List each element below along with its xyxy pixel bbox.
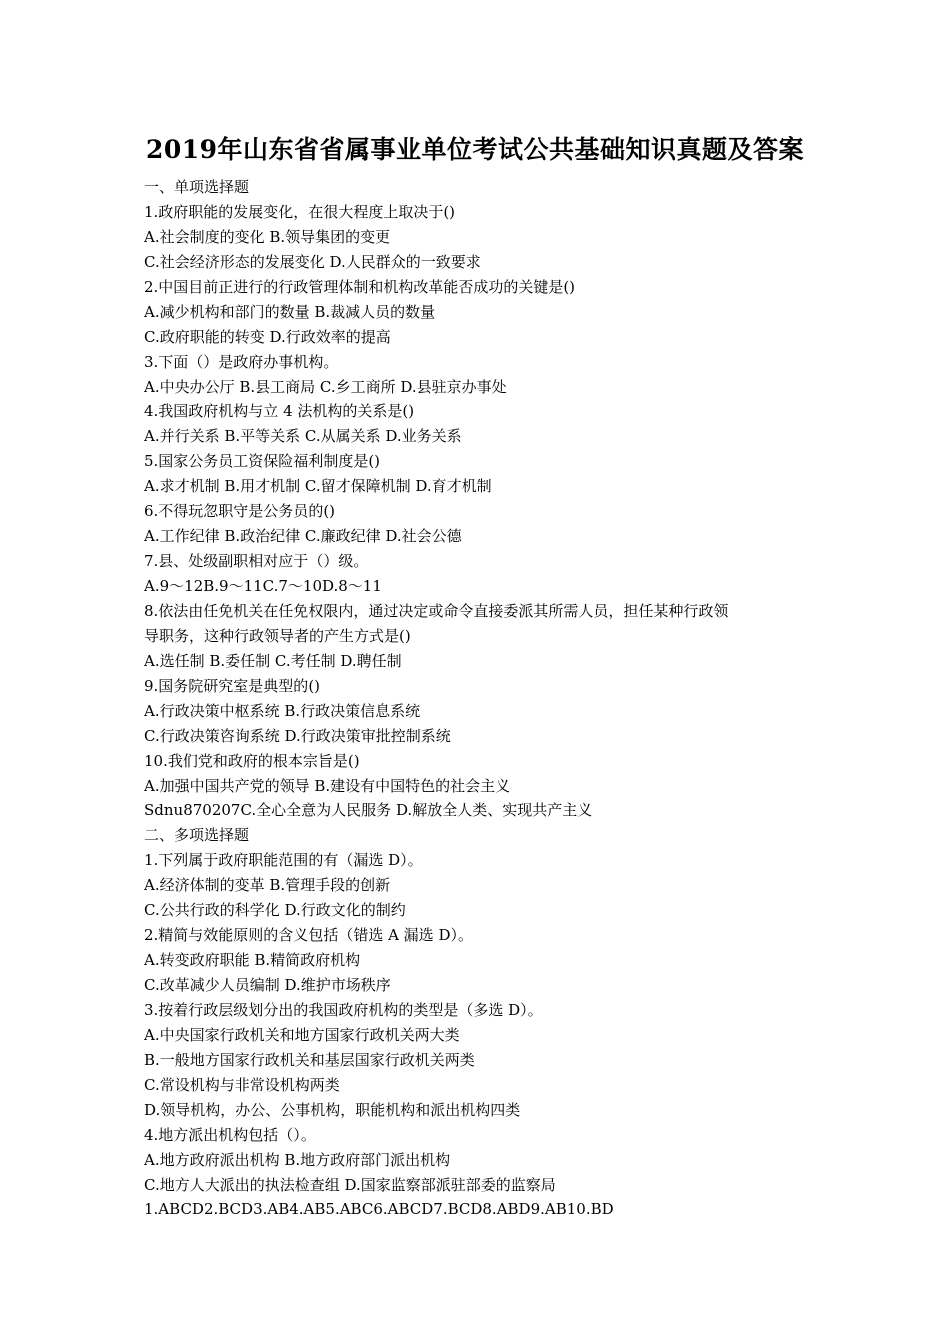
text-line: 一、单项选择题 bbox=[144, 178, 250, 196]
text-line: 2.中国目前正进行的行政管理体制和机构改革能否成功的关键是() bbox=[144, 277, 576, 296]
text-line: C.改革减少人员编制 D.维护市场秩序 bbox=[144, 976, 391, 994]
text-line: C.行政决策咨询系统 D.行政决策审批控制系统 bbox=[144, 726, 451, 745]
text-line: 1.政府职能的发展变化，在很大程度上取决于() bbox=[144, 202, 456, 221]
text-line: 4.我国政府机构与立 4 法机构的关系是() bbox=[144, 402, 415, 421]
text-line: A.地方政府派出机构 B.地方政府部门派出机构 bbox=[144, 1150, 451, 1169]
text-line: 7.县、处级副职相对应于（）级。 bbox=[144, 552, 369, 571]
text-line: 3.按着行政层级划分出的我国政府机构的类型是（多选 D）。 bbox=[144, 1000, 543, 1019]
text-line: A.9～12B.9～11C.7～10D.8～11 bbox=[144, 577, 382, 595]
text-line: B.一般地方国家行政机关和基层国家行政机关两类 bbox=[144, 1050, 475, 1069]
text-line: 10.我们党和政府的根本宗旨是() bbox=[144, 751, 360, 770]
text-line: C.公共行政的科学化 D.行政文化的制约 bbox=[144, 901, 406, 920]
text-line: A.求才机制 B.用才机制 C.留才保障机制 D.育才机制 bbox=[144, 477, 492, 496]
text-line: C.常设机构与非常设机构两类 bbox=[144, 1075, 340, 1094]
text-line: C.社会经济形态的发展变化 D.人民群众的一致要求 bbox=[144, 252, 481, 271]
text-line: 4.地方派出机构包括（）。 bbox=[144, 1125, 316, 1144]
text-line: A.选任制 B.委任制 C.考任制 D.聘任制 bbox=[144, 651, 402, 670]
text-line: A.工作纪律 B.政治纪律 C.廉政纪律 D.社会公德 bbox=[144, 527, 462, 546]
text-line: 1.ABCD2.BCD3.AB4.AB5.ABC6.ABCD7.BCD8.ABD9.AB10.BD bbox=[144, 1200, 614, 1219]
text-line: 5.国家公务员工资保险福利制度是() bbox=[144, 452, 381, 471]
text-line: 9.国务院研究室是典型的() bbox=[144, 676, 321, 695]
text-line: 二、多项选择题 bbox=[144, 826, 250, 845]
document-title: 2019年山东省省属事业单位考试公共基础知识真题及答案 bbox=[145, 135, 805, 164]
text-line: A.经济体制的变革 B.管理手段的创新 bbox=[144, 876, 391, 895]
text-line: A.减少机构和部门的数量 B.裁减人员的数量 bbox=[144, 302, 436, 321]
text-line: A.转变政府职能 B.精简政府机构 bbox=[144, 951, 361, 970]
text-line: A.行政决策中枢系统 B.行政决策信息系统 bbox=[144, 701, 421, 720]
text-line: 1.下列属于政府职能范围的有（漏选 D）。 bbox=[144, 851, 423, 870]
text-line: 6.不得玩忽职守是公务员的() bbox=[144, 502, 336, 521]
text-line: 3.下面（）是政府办事机构。 bbox=[144, 352, 339, 371]
text-line: A.并行关系 B.平等关系 C.从属关系 D.业务关系 bbox=[144, 427, 462, 446]
document-body bbox=[144, 175, 814, 1222]
text-line: D.领导机构，办公、公事机构，职能机构和派出机构四类 bbox=[144, 1100, 521, 1119]
text-line: A.中央国家行政机关和地方国家行政机关两大类 bbox=[144, 1025, 460, 1044]
text-line: 2.精简与效能原则的含义包括（错选 A 漏选 D）。 bbox=[144, 926, 473, 945]
text-line: A.中央办公厅 B.县工商局 C.乡工商所 D.县驻京办事处 bbox=[144, 377, 507, 396]
text-line: A.加强中国共产党的领导 B.建设有中国特色的社会主义 bbox=[144, 776, 511, 795]
text-line: C.地方人大派出的执法检查组 D.国家监察部派驻部委的监察局 bbox=[144, 1175, 556, 1194]
text-line: C.政府职能的转变 D.行政效率的提高 bbox=[144, 327, 391, 346]
text-line: 8.依法由任免机关在任免权限内，通过决定或命令直接委派其所需人员，担任某种行政领 bbox=[144, 601, 729, 620]
text-line: 导职务，这种行政领导者的产生方式是() bbox=[144, 626, 411, 645]
text-line: A.社会制度的变化 B.领导集团的变更 bbox=[144, 227, 391, 246]
text-line: Sdnu870207C.全心全意为人民服务 D.解放全人类、实现共产主义 bbox=[144, 801, 593, 820]
